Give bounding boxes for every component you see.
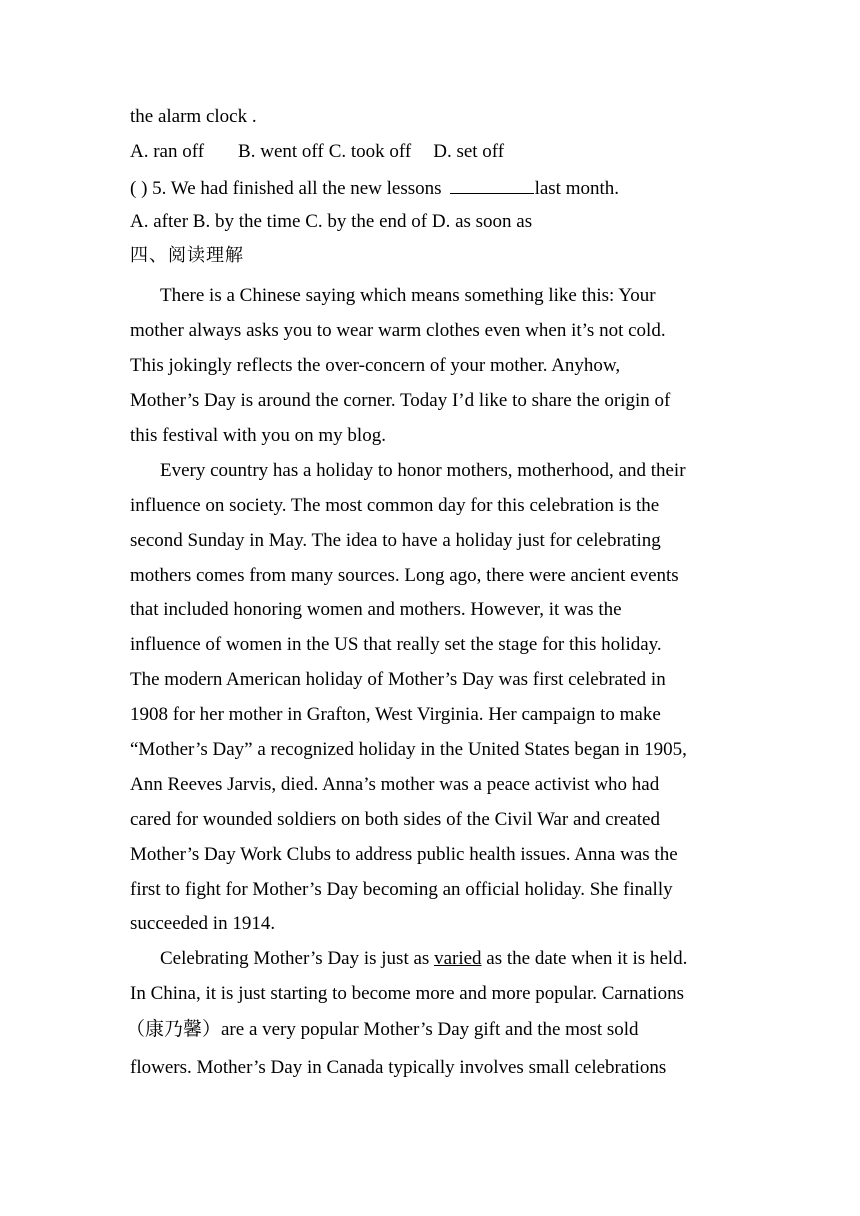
passage-line: “Mother’s Day” a recognized holiday in the United States began in 1905, bbox=[130, 739, 687, 760]
passage-line: （康乃馨）are a very popular Mother’s Day gift and the most sold bbox=[126, 1019, 639, 1040]
q4-options bbox=[130, 142, 504, 161]
passage-line: This jokingly reflects the over-concern of your mother. Anyhow, bbox=[130, 355, 621, 376]
passage-line: Mother’s Day Work Clubs to address public health issues. Anna was the bbox=[130, 844, 678, 865]
passage-line: influence of women in the US that really set the stage for this holiday. bbox=[130, 634, 662, 655]
q5-option-b: B. by the time bbox=[192, 211, 301, 232]
q4-tail: the alarm clock . bbox=[130, 106, 257, 127]
passage-line: that included honoring women and mothers. However, it was the bbox=[130, 599, 622, 620]
passage-line: this festival with you on my blog. bbox=[130, 425, 386, 446]
passage-line: first to fight for Mother’s Day becoming an official holiday. She finally bbox=[130, 879, 673, 900]
q5-option-a: A. after bbox=[130, 211, 189, 232]
passage-line: There is a Chinese saying which means something like this: Your bbox=[160, 285, 656, 306]
q5-stem-after: last month. bbox=[534, 178, 620, 199]
passage-line: The modern American holiday of Mother’s Day was first celebrated in bbox=[130, 669, 666, 690]
q5-options bbox=[130, 212, 532, 231]
passage-text: Celebrating Mother’s Day is just as bbox=[160, 948, 430, 969]
passage-line: Ann Reeves Jarvis, died. Anna’s mother was a peace activist who had bbox=[130, 774, 660, 795]
passage-line: mothers comes from many sources. Long ago, there were ancient events bbox=[130, 565, 679, 586]
passage-line: 1908 for her mother in Grafton, West Virginia. Her campaign to make bbox=[130, 704, 661, 725]
passage-line: cared for wounded soldiers on both sides of the Civil War and created bbox=[130, 809, 660, 830]
passage-line bbox=[160, 949, 687, 968]
passage-line: succeeded in 1914. bbox=[130, 913, 276, 934]
answer-blank bbox=[450, 177, 534, 194]
q5-stem-before: ( ) 5. We had finished all the new lessons bbox=[130, 178, 442, 199]
passage-line: influence on society. The most common day for this celebration is the bbox=[130, 495, 660, 516]
passage-text: as the date when it is held. bbox=[486, 948, 688, 969]
q4-option-a: A. ran off bbox=[130, 141, 205, 162]
q4-option-c: C. took off bbox=[328, 141, 412, 162]
q5-stem bbox=[130, 177, 619, 198]
passage-line: flowers. Mother’s Day in Canada typically involves small celebrations bbox=[130, 1057, 667, 1078]
underlined-word: varied bbox=[434, 948, 482, 969]
q5-option-d: D. as soon as bbox=[431, 211, 533, 232]
passage-line: mother always asks you to wear warm clothes even when it’s not cold. bbox=[130, 320, 666, 341]
passage-line: Every country has a holiday to honor mothers, motherhood, and their bbox=[160, 460, 686, 481]
passage-line: Mother’s Day is around the corner. Today I’d like to share the origin of bbox=[130, 390, 671, 411]
passage-line: In China, it is just starting to become more and more popular. Carnations bbox=[130, 983, 685, 1004]
q4-option-b: B. went off bbox=[238, 141, 324, 162]
q4-option-d: D. set off bbox=[433, 141, 505, 162]
section-heading: 四、阅读理解 bbox=[130, 245, 244, 266]
q5-option-c: C. by the end of bbox=[305, 211, 428, 232]
passage-line: second Sunday in May. The idea to have a holiday just for celebrating bbox=[130, 530, 661, 551]
